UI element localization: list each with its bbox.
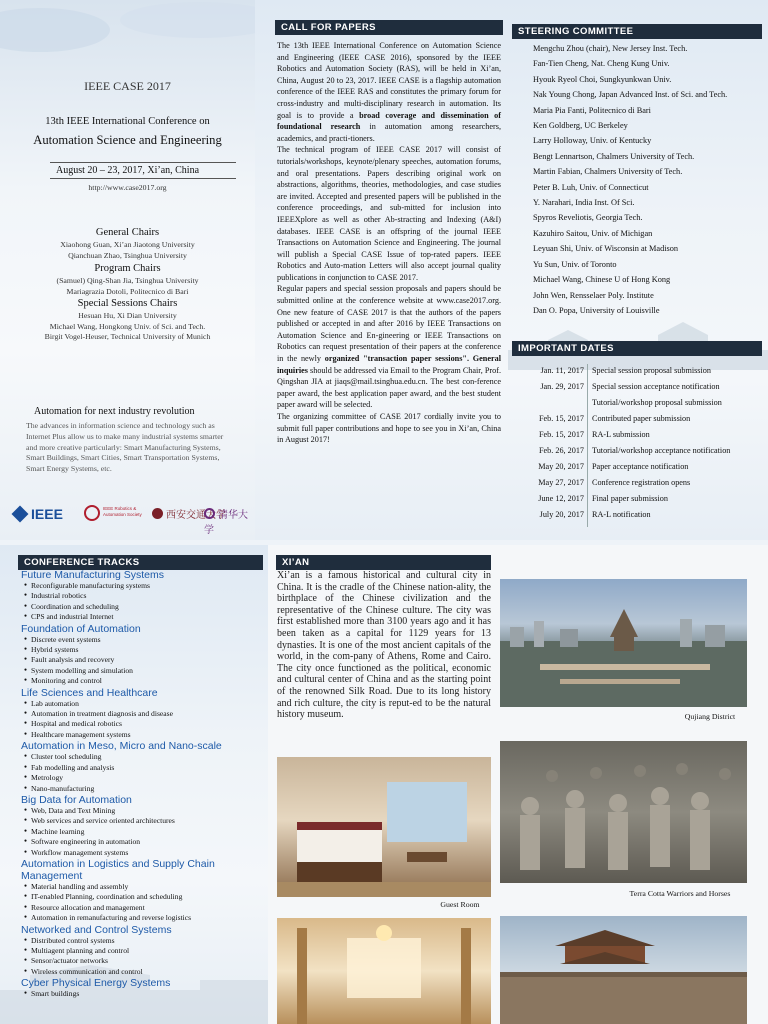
ras-emblem-icon [84,505,100,521]
date-row: Feb. 26, 2017 Tutorial/workshop acceptance notification [538,446,731,455]
track-item: ● Machine learning [21,827,266,837]
track-item: ● Wireless communication and control [21,967,266,977]
track-item: ● Web services and service oriented architectures [21,816,266,826]
track-item: ● Lab automation [21,699,266,709]
committee-member: Ken Goldberg, UC Berkeley [533,121,628,131]
cfp-body [277,40,501,446]
chair-name: Mariagrazia Dotoli, Politecnico di Bari [66,286,189,296]
track-title: Future Manufacturing Systems [21,569,164,581]
terracotta-caption: Terra Cotta Warriors and Horses [629,889,731,898]
track-item: ● Cluster tool scheduling [21,752,266,762]
tsinghua-emblem-icon [204,508,215,519]
xjtu-logo: 西安交通大学 [152,506,226,521]
ieee-logo: IEEE [14,506,63,522]
city-wall-silhouette [508,310,768,370]
track-item: ● CPS and industrial Internet [21,612,266,622]
committee-member: Bengt Lennartson, Chalmers University of Tech. [533,151,695,161]
chair-name: Qianchuan Zhao, Tsinghua University [68,250,187,260]
committee-member: Maria Pia Fanti, Politecnico di Bari [533,105,651,115]
committee-member: Kazuhiro Saitou, Univ. of Michigan [533,228,653,238]
date-row: June 12, 2017 Final paper submission [538,494,668,503]
committee-member: Yu Sun, Univ. of Toronto [533,259,617,269]
track-item: ● Metrology [21,773,266,783]
chair-name: Michael Wang, Hongkong Univ. of Sci. and Tech. [49,321,206,331]
warriors-icon [500,741,747,883]
track-item: ● Fault analysis and recovery [21,655,266,665]
xian-heading: XI’AN [276,555,491,570]
track-item: ● IT-enabled Planning, coordination and scheduling [21,892,266,902]
logo-strip [14,502,252,536]
steering-list [533,41,765,318]
committee-member: Mengchu Zhou (chair), New Jersey Inst. Tech. [533,44,688,53]
date-row: Feb. 15, 2017 Contributed paper submission [538,414,691,423]
committee-member: Dan O. Popa, University of Louisville [533,305,660,315]
cfp-paragraph: The 13th IEEE International Conference on Automation Science and Engineering (IEEE CASE 2016), sponsored by the IEEE Robotics and Automation Society (RAS), will be held in Xi’an, China, August 20 to 23, 2017. IEEE CASE is a flagship automation conference of the IEEE RAS and constitutes the primary forum for cross-industry and multi-disciplinary research in automation. Its goal is to provide a broad coverage and dissemination of foundational research in automation among researchers, academics, and practi-tioners. [277,41,501,143]
special-chairs-names [0,311,255,343]
city-wall-photo [500,916,747,1024]
conference-name: Automation Science and Engineering [33,133,222,147]
date-row: Jan. 29, 2017 Special session acceptance notification [540,382,720,391]
terracotta-photo [500,741,747,883]
guest-room-photo [277,757,491,897]
track-item: ● Automation in treatment diagnosis and disease [21,709,266,719]
track-item: ● Industrial robotics [21,591,266,601]
qujiang-district-photo [500,579,747,707]
ieee-diamond-icon [12,506,29,523]
track-item: ● Fab modelling and analysis [21,763,266,773]
steering-heading: STEERING COMMITTEE [512,24,762,39]
date-row: Jan. 11, 2017 Special session proposal submission [540,366,711,375]
cfp-heading: CALL FOR PAPERS [275,20,503,35]
track-item: ● Hospital and medical robotics [21,719,266,729]
cfp-paragraph: The organizing committee of CASE 2017 cordially invite you to submit full paper contributions and hope to see you in Xi’an, China in August 2017! [277,412,501,445]
track-title: Foundation of Automation [21,622,141,635]
dates-heading: IMPORTANT DATES [512,341,762,356]
track-title: Automation in Meso, Micro and Nano-scale [21,740,222,753]
cfp-paragraph: The technical program of IEEE CASE 2017 will consist of tutorials/workshops, keynote/plenary speeches, automation forums, and oral presentations. Papers describing original work on abstractions, algorithms, theories, methodologies, and case studies are invited. Accepted and presented papers will be published in the conference proceedings, and sub-mitted for inclusion into IEEEXplore as well as other Ab-stracting and Indexing (A&I) databases. IEEE CASE is an offspring of the journal IEEE Transactions on Automation Science and Engineering. The journal will publish a Special CASE Issue of top-rated papers. IEEE Robotics and Auto-mation Letters will also accept journal quality publications in conjunction to CASE 2017. [277,145,501,282]
track-item: ● Distributed control systems [21,936,266,946]
committee-member: Peter B. Luh, Univ. of Connecticut [533,182,649,192]
track-item: ● Coordination and scheduling [21,602,266,612]
track-item: ● Monitoring and control [21,676,266,686]
track-item: ● Healthcare management systems [21,730,266,740]
track-item: ● Workflow management systems [21,848,266,858]
general-chairs-heading: General Chairs [95,227,160,238]
city-skyline-icon [500,579,747,707]
theme-title: Automation for next industry revolution [34,406,195,417]
conference-line: 13th IEEE International Conference on [45,116,210,127]
date-place: August 20 – 23, 2017, Xi’an, China [55,165,200,176]
divider [50,178,236,179]
date-row: July 20, 2017 RA-L notification [539,510,651,519]
lobby-icon [277,918,491,1024]
date-row: May 27, 2017 Conference registration opens [538,478,691,487]
program-chairs-heading: Program Chairs [94,263,161,274]
date-row: Tutorial/workshop proposal submission [592,398,722,407]
date-row: Feb. 15, 2017 RA-L submission [538,430,650,439]
track-item: ● Automation in remanufacturing and reverse logistics [21,913,266,923]
date-row: May 20, 2017 Paper acceptance notification [538,462,689,471]
track-item: ● Reconfigurable manufacturing systems [21,581,266,591]
tracks-heading: CONFERENCE TRACKS [18,555,263,570]
gate-tower-icon [500,916,747,1024]
track-item: ● System modelling and simulation [21,666,266,676]
theme-text: The advances in information science and technology such as Internet Plus allow us to make many industrial systems smarter and more creative particularly: Smart Manufacturing Systems, Smart Buildings, Smart Cities, Smart Transportation Systems, Smart Energy Systems, etc. [26,421,224,474]
committee-member: Hyouk Ryeol Choi, Sungkyunkwan Univ. [533,74,672,84]
track-item: ● Software engineering in automation [21,837,266,847]
cloud-decoration [0,0,255,80]
chair-name: Xiaohong Guan, Xi’an Jiaotong University [60,240,195,249]
special-chairs-heading: Special Sessions Chairs [77,298,178,309]
committee-member: Spyros Reveliotis, Georgia Tech. [533,213,643,223]
committee-member: Fan-Tien Cheng, Nat. Cheng Kung Univ. [533,59,670,69]
track-item: ● Material handling and assembly [21,882,266,892]
tracks-list [21,569,266,1000]
committee-member: Nak Young Chong, Japan Advanced Inst. of Sci. and Tech. [533,90,728,100]
divider [50,162,236,163]
guest-room-caption: Guest Room [440,900,480,909]
track-item: ● Discrete event systems [21,635,266,645]
cover-panel [0,0,255,540]
committee-member: Michael Wang, Chinese U of Hong Kong [533,275,671,285]
committee-member: John Wen, Rensselaer Poly. Institute [533,290,654,300]
chair-name: Hesuan Hu, Xi Dian University [78,311,177,320]
track-item: ● Nano-manufacturing [21,784,266,794]
committee-member: Leyuan Shi, Univ. of Wisconsin at Madison [533,244,679,254]
xian-description: Xi’an is a famous historical and cultural city in China. It is the cradle of the Chinese nation-ality, the birthplace of the Chinese civilization and the representative of the Chinese culture. The city was first established more than 3100 years ago and it has been taken as a capital for 1129 years for 13 dynasties. It is one of the most ancient capitals of the world, in the com-pany of Athens, Rome and Cairo. The city once functioned as the political, economic and cultural center of China and as the starting point of the renowned Silk Road. Due to its long history and rich culture, the city is reput-ed to be the natural history museum. [277,570,491,721]
hotel-lobby-photo [277,918,491,1024]
track-item: ● Resource allocation and management [21,903,266,913]
general-chairs-names [0,240,255,261]
track-title: Networked and Control Systems [21,923,172,936]
track-item: ● Sensor/actuator networks [21,956,266,966]
track-title: Cyber Physical Energy Systems [21,977,171,990]
chair-name: Birgit Vogel-Heuser, Technical University of Munich [44,332,211,341]
tsinghua-logo: 清华大学 [204,510,248,536]
qujiang-caption: Qujiang District [684,712,736,721]
committee-member: Y. Narahari, India Inst. Of Sci. [533,198,635,208]
track-title: Big Data for Automation [21,793,132,806]
event-name: IEEE CASE 2017 [84,79,171,93]
track-title: Automation in Logistics and Supply Chain Management [21,857,215,882]
chair-name: (Samuel) Qing-Shan Jia, Tsinghua University [56,276,199,285]
program-chairs-names [0,276,255,297]
track-title: Life Sciences and Healthcare [21,686,158,699]
track-item: ● Multiagent planning and control [21,946,266,956]
website-link[interactable]: http://www.case2017.org [88,183,167,192]
track-item: ● Smart buildings [21,989,266,999]
ras-logo: IEEE Robotics & Automation Society [84,502,146,526]
track-item: ● Hybrid systems [21,645,266,655]
committee-member: Larry Holloway, Univ. of Kentucky [533,136,652,146]
committee-member: Martin Fabian, Chalmers University of Tech. [533,167,683,177]
xjtu-emblem-icon [152,508,163,519]
cfp-paragraph: Regular papers and special session proposals and papers should be submitted online at the conference website at www.case2017.org. One new feature of CASE 2017 is that the authors of the papers published or accepted in and after 2016 by IEEE Transactions on Automation Science and En-gineering or IEEE Transactions on Robotics can request presentation of their papers at the conference in the newly organized "transaction paper sessions". General inquiries should be addressed via Email to the Program Chair, Prof. Qingshan JIA at jiaqs@mail.tsinghua.edu.cn. The best con-ference paper award, the best application paper award, and the best student paper award will be selected. [277,284,501,410]
cfp-panel [255,0,508,540]
track-item: ● Web, Data and Text Mining [21,806,266,816]
hotel-room-icon [277,757,491,897]
